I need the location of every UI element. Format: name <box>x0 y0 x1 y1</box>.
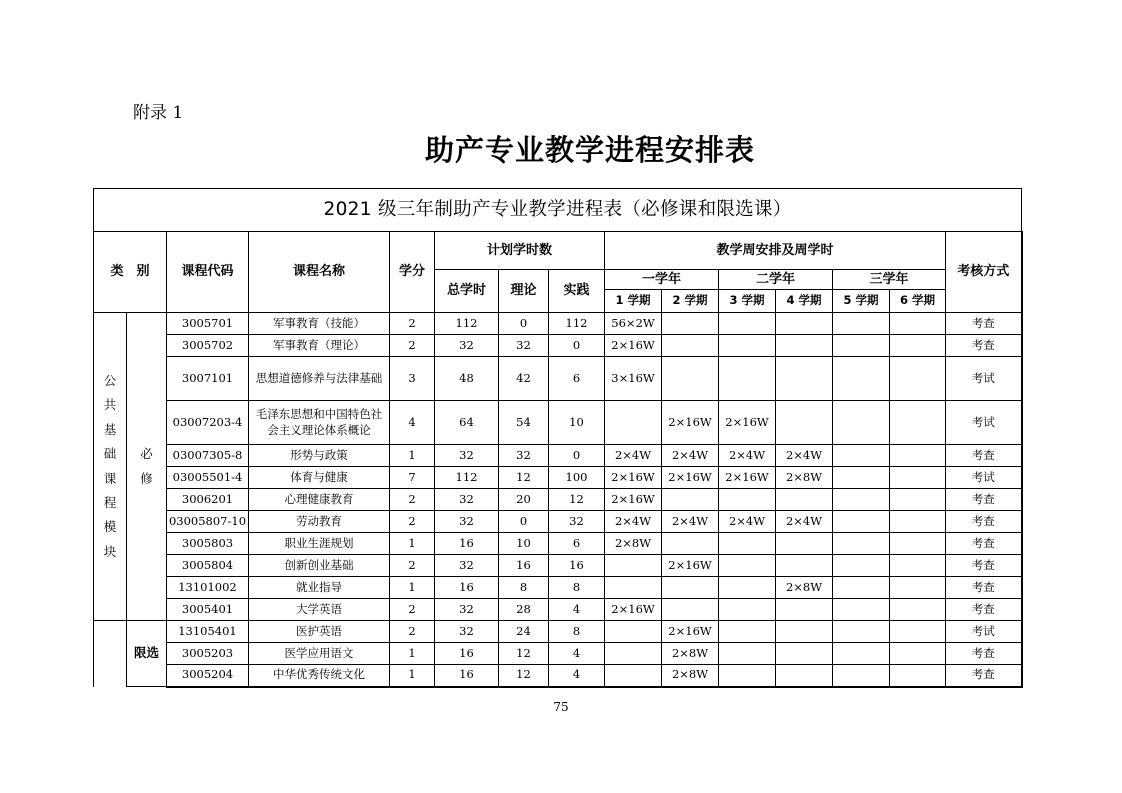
module-label-char: 课 <box>103 470 117 486</box>
course-credits: 2 <box>390 599 435 621</box>
semester-4-hours <box>776 621 833 643</box>
semester-4-hours: 2×8W <box>776 577 833 599</box>
page-number: 75 <box>553 700 569 714</box>
course-credits: 1 <box>390 665 435 687</box>
semester-6-hours <box>890 401 946 445</box>
practice-hours: 4 <box>549 599 605 621</box>
semester-4-hours <box>776 599 833 621</box>
module-label-char: 块 <box>103 543 117 559</box>
header-weekly-schedule: 教学周安排及周学时 <box>605 232 946 270</box>
practice-hours: 100 <box>549 467 605 489</box>
course-credits: 2 <box>390 489 435 511</box>
semester-6-hours <box>890 577 946 599</box>
semester-5-hours <box>833 489 890 511</box>
semester-2-hours <box>662 599 719 621</box>
course-credits: 2 <box>390 335 435 357</box>
semester-4-hours <box>776 489 833 511</box>
semester-2-hours <box>662 313 719 335</box>
semester-3-hours: 2×16W <box>719 467 776 489</box>
course-code: 3007101 <box>167 357 249 401</box>
header-planned-hours: 计划学时数 <box>435 232 605 270</box>
course-credits: 2 <box>390 313 435 335</box>
course-name: 体育与健康 <box>249 467 390 489</box>
semester-3-hours <box>719 621 776 643</box>
module-label-continued <box>94 621 127 687</box>
semester-4-hours <box>776 665 833 687</box>
course-code: 03007203-4 <box>167 401 249 445</box>
semester-1-hours: 2×4W <box>605 511 662 533</box>
table-row <box>94 401 1022 445</box>
elective-label: 限选 <box>127 621 167 687</box>
course-code: 03005501-4 <box>167 467 249 489</box>
total-hours: 32 <box>435 621 499 643</box>
module-label-char: 模 <box>103 519 117 535</box>
header-year2: 二学年 <box>719 270 833 290</box>
semester-5-hours <box>833 511 890 533</box>
course-code: 3005401 <box>167 599 249 621</box>
module-label <box>94 313 127 621</box>
semester-6-hours <box>890 599 946 621</box>
module-label-char: 基 <box>103 421 117 437</box>
semester-5-hours <box>833 313 890 335</box>
practice-hours: 32 <box>549 511 605 533</box>
semester-1-hours <box>605 643 662 665</box>
theory-hours: 20 <box>499 489 549 511</box>
exam-method: 考查 <box>946 599 1022 621</box>
semester-2-hours: 2×16W <box>662 401 719 445</box>
semester-2-hours <box>662 577 719 599</box>
semester-6-hours <box>890 621 946 643</box>
semester-2-hours <box>662 489 719 511</box>
exam-method: 考查 <box>946 643 1022 665</box>
theory-hours: 12 <box>499 643 549 665</box>
exam-method: 考查 <box>946 577 1022 599</box>
total-hours: 48 <box>435 357 499 401</box>
semester-1-hours: 2×16W <box>605 467 662 489</box>
table-row <box>94 357 1022 401</box>
course-code: 3005701 <box>167 313 249 335</box>
total-hours: 32 <box>435 511 499 533</box>
table-row <box>94 577 1022 599</box>
semester-4-hours <box>776 335 833 357</box>
semester-5-hours <box>833 577 890 599</box>
semester-3-hours <box>719 555 776 577</box>
exam-method: 考查 <box>946 533 1022 555</box>
semester-1-hours <box>605 665 662 687</box>
table-row <box>94 643 1022 665</box>
required-label <box>127 313 167 621</box>
total-hours: 64 <box>435 401 499 445</box>
semester-5-hours <box>833 357 890 401</box>
table-row <box>94 511 1022 533</box>
header-year1: 一学年 <box>605 270 719 290</box>
course-name: 职业生涯规划 <box>249 533 390 555</box>
semester-3-hours: 2×4W <box>719 511 776 533</box>
semester-2-hours: 2×16W <box>662 555 719 577</box>
semester-4-hours <box>776 643 833 665</box>
total-hours: 112 <box>435 313 499 335</box>
required-label-char: 必 <box>140 446 153 462</box>
course-name: 军事教育（理论） <box>249 335 390 357</box>
total-hours: 32 <box>435 599 499 621</box>
theory-hours: 0 <box>499 313 549 335</box>
course-code: 13101002 <box>167 577 249 599</box>
exam-method: 考试 <box>946 621 1022 643</box>
course-credits: 3 <box>390 357 435 401</box>
theory-hours: 32 <box>499 445 549 467</box>
total-hours: 16 <box>435 665 499 687</box>
semester-4-hours <box>776 555 833 577</box>
exam-method: 考试 <box>946 467 1022 489</box>
table-row <box>94 621 1022 643</box>
theory-hours: 10 <box>499 533 549 555</box>
semester-6-hours <box>890 357 946 401</box>
semester-1-hours: 2×8W <box>605 533 662 555</box>
course-name: 大学英语 <box>249 599 390 621</box>
semester-3-hours: 2×16W <box>719 401 776 445</box>
course-credits: 2 <box>390 511 435 533</box>
semester-3-hours <box>719 643 776 665</box>
semester-5-hours <box>833 335 890 357</box>
practice-hours: 8 <box>549 621 605 643</box>
header-code: 课程代码 <box>167 232 249 313</box>
module-label-char: 共 <box>103 397 117 413</box>
table-row <box>94 335 1022 357</box>
semester-5-hours <box>833 665 890 687</box>
header-sem6: 6 学期 <box>890 290 946 313</box>
header-sem5: 5 学期 <box>833 290 890 313</box>
semester-3-hours <box>719 313 776 335</box>
semester-2-hours: 2×16W <box>662 467 719 489</box>
course-credits: 1 <box>390 643 435 665</box>
semester-5-hours <box>833 643 890 665</box>
course-name: 军事教育（技能） <box>249 313 390 335</box>
theory-hours: 42 <box>499 357 549 401</box>
practice-hours: 8 <box>549 577 605 599</box>
table-row <box>94 599 1022 621</box>
course-code: 03007305-8 <box>167 445 249 467</box>
semester-6-hours <box>890 533 946 555</box>
course-code: 3006201 <box>167 489 249 511</box>
semester-1-hours <box>605 621 662 643</box>
practice-hours: 6 <box>549 357 605 401</box>
semester-1-hours: 3×16W <box>605 357 662 401</box>
course-name: 形势与政策 <box>249 445 390 467</box>
schedule-table <box>93 188 1023 688</box>
semester-1-hours: 2×16W <box>605 599 662 621</box>
theory-hours: 32 <box>499 335 549 357</box>
header-theory: 理论 <box>499 270 549 313</box>
semester-5-hours <box>833 555 890 577</box>
practice-hours: 4 <box>549 643 605 665</box>
semester-2-hours <box>662 335 719 357</box>
semester-2-hours: 2×8W <box>662 665 719 687</box>
semester-2-hours: 2×8W <box>662 643 719 665</box>
total-hours: 16 <box>435 577 499 599</box>
semester-2-hours <box>662 357 719 401</box>
semester-6-hours <box>890 555 946 577</box>
semester-1-hours <box>605 401 662 445</box>
table-row <box>94 313 1022 335</box>
theory-hours: 54 <box>499 401 549 445</box>
theory-hours: 8 <box>499 577 549 599</box>
semester-4-hours: 2×8W <box>776 467 833 489</box>
course-code: 3005804 <box>167 555 249 577</box>
theory-hours: 28 <box>499 599 549 621</box>
course-credits: 2 <box>390 621 435 643</box>
course-credits: 1 <box>390 577 435 599</box>
semester-1-hours <box>605 577 662 599</box>
course-code: 3005204 <box>167 665 249 687</box>
semester-1-hours: 2×16W <box>605 489 662 511</box>
table-row <box>94 665 1022 687</box>
practice-hours: 112 <box>549 313 605 335</box>
header-practice: 实践 <box>549 270 605 313</box>
table-row <box>94 533 1022 555</box>
semester-6-hours <box>890 489 946 511</box>
theory-hours: 12 <box>499 467 549 489</box>
header-category: 类 别 <box>94 232 167 313</box>
semester-4-hours <box>776 401 833 445</box>
semester-6-hours <box>890 467 946 489</box>
semester-4-hours <box>776 313 833 335</box>
exam-method: 考查 <box>946 335 1022 357</box>
course-code: 3005702 <box>167 335 249 357</box>
course-name: 思想道德修养与法律基础 <box>249 357 390 401</box>
exam-method: 考试 <box>946 357 1022 401</box>
semester-2-hours: 2×4W <box>662 511 719 533</box>
course-code: 03005807-10 <box>167 511 249 533</box>
course-name: 创新创业基础 <box>249 555 390 577</box>
semester-6-hours <box>890 445 946 467</box>
total-hours: 16 <box>435 643 499 665</box>
table-row <box>94 489 1022 511</box>
course-name: 心理健康教育 <box>249 489 390 511</box>
semester-6-hours <box>890 511 946 533</box>
header-name: 课程名称 <box>249 232 390 313</box>
total-hours: 32 <box>435 489 499 511</box>
semester-6-hours <box>890 313 946 335</box>
semester-3-hours <box>719 665 776 687</box>
course-code: 3005203 <box>167 643 249 665</box>
practice-hours: 0 <box>549 445 605 467</box>
practice-hours: 10 <box>549 401 605 445</box>
theory-hours: 24 <box>499 621 549 643</box>
practice-hours: 0 <box>549 335 605 357</box>
semester-5-hours <box>833 621 890 643</box>
total-hours: 32 <box>435 555 499 577</box>
semester-3-hours <box>719 533 776 555</box>
total-hours: 16 <box>435 533 499 555</box>
practice-hours: 16 <box>549 555 605 577</box>
semester-3-hours <box>719 599 776 621</box>
header-sem1: 1 学期 <box>605 290 662 313</box>
header-sem3: 3 学期 <box>719 290 776 313</box>
exam-method: 考查 <box>946 445 1022 467</box>
total-hours: 32 <box>435 445 499 467</box>
semester-1-hours: 56×2W <box>605 313 662 335</box>
semester-2-hours: 2×4W <box>662 445 719 467</box>
course-name: 就业指导 <box>249 577 390 599</box>
table-row <box>94 467 1022 489</box>
total-hours: 112 <box>435 467 499 489</box>
semester-5-hours <box>833 533 890 555</box>
practice-hours: 12 <box>549 489 605 511</box>
table-row <box>94 555 1022 577</box>
semester-3-hours <box>719 577 776 599</box>
appendix-label: 附录 1 <box>133 103 184 123</box>
course-name: 中华优秀传统文化 <box>249 665 390 687</box>
course-credits: 4 <box>390 401 435 445</box>
module-label-char: 础 <box>103 446 117 462</box>
table-caption: 2021 级三年制助产专业教学进程表（必修课和限选课） <box>94 189 1022 232</box>
semester-2-hours <box>662 533 719 555</box>
semester-3-hours <box>719 489 776 511</box>
course-name: 医学应用语文 <box>249 643 390 665</box>
semester-1-hours: 2×4W <box>605 445 662 467</box>
course-code: 3005803 <box>167 533 249 555</box>
exam-method: 考查 <box>946 665 1022 687</box>
semester-5-hours <box>833 599 890 621</box>
exam-method: 考查 <box>946 555 1022 577</box>
semester-3-hours: 2×4W <box>719 445 776 467</box>
practice-hours: 6 <box>549 533 605 555</box>
practice-hours: 4 <box>549 665 605 687</box>
semester-3-hours <box>719 335 776 357</box>
exam-method: 考查 <box>946 313 1022 335</box>
theory-hours: 0 <box>499 511 549 533</box>
course-name: 劳动教育 <box>249 511 390 533</box>
module-label-char: 公 <box>103 373 117 388</box>
course-credits: 7 <box>390 467 435 489</box>
semester-2-hours: 2×16W <box>662 621 719 643</box>
semester-4-hours <box>776 533 833 555</box>
header-exam: 考核方式 <box>946 232 1022 313</box>
course-code: 13105401 <box>167 621 249 643</box>
semester-5-hours <box>833 401 890 445</box>
semester-3-hours <box>719 357 776 401</box>
theory-hours: 16 <box>499 555 549 577</box>
theory-hours: 12 <box>499 665 549 687</box>
required-label-char: 修 <box>140 470 153 486</box>
header-credits: 学分 <box>390 232 435 313</box>
semester-6-hours <box>890 665 946 687</box>
semester-5-hours <box>833 467 890 489</box>
page-title: 助产专业教学进程安排表 <box>424 133 755 167</box>
semester-4-hours: 2×4W <box>776 511 833 533</box>
header-year3: 三学年 <box>833 270 946 290</box>
module-label-char: 程 <box>103 494 117 510</box>
semester-6-hours <box>890 643 946 665</box>
total-hours: 32 <box>435 335 499 357</box>
header-sem2: 2 学期 <box>662 290 719 313</box>
exam-method: 考查 <box>946 511 1022 533</box>
course-credits: 1 <box>390 445 435 467</box>
course-name: 毛泽东思想和中国特色社会主义理论体系概论 <box>249 401 390 445</box>
semester-1-hours <box>605 555 662 577</box>
semester-6-hours <box>890 335 946 357</box>
header-total-hours: 总学时 <box>435 270 499 313</box>
semester-1-hours: 2×16W <box>605 335 662 357</box>
semester-4-hours: 2×4W <box>776 445 833 467</box>
header-sem4: 4 学期 <box>776 290 833 313</box>
exam-method: 考试 <box>946 401 1022 445</box>
semester-4-hours <box>776 357 833 401</box>
table-row <box>94 445 1022 467</box>
course-name: 医护英语 <box>249 621 390 643</box>
exam-method: 考查 <box>946 489 1022 511</box>
course-credits: 2 <box>390 555 435 577</box>
course-credits: 1 <box>390 533 435 555</box>
semester-5-hours <box>833 445 890 467</box>
